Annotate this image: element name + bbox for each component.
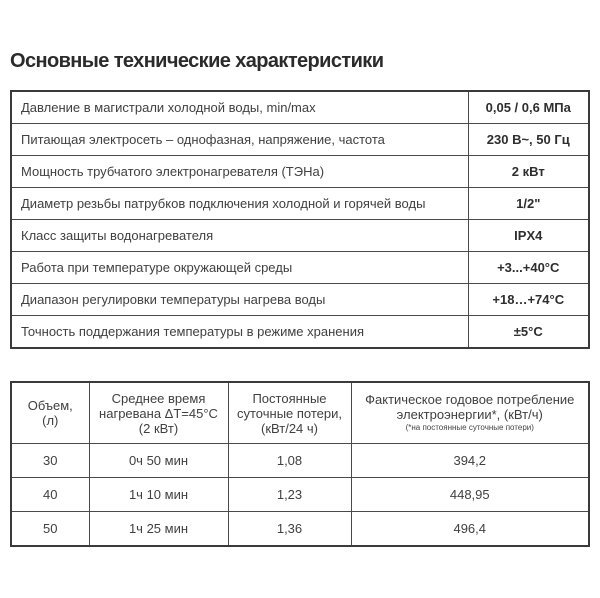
spec-label: Работа при температуре окружающей среды	[11, 252, 468, 284]
specs-table	[10, 90, 590, 349]
spec-label: Питающая электросеть – однофазная, напряжение, частота	[11, 124, 468, 156]
spec-value: ±5°С	[468, 316, 589, 349]
table-row	[11, 444, 589, 478]
table-row	[11, 512, 589, 547]
footnote: (*на постоянные суточные потери)	[405, 423, 534, 432]
table-row	[11, 316, 589, 349]
spec-value: 2 кВт	[468, 156, 589, 188]
spec-label: Диаметр резьбы патрубков подключения холодной и горячей воды	[11, 188, 468, 220]
cell-annual: 448,95	[351, 478, 589, 512]
table-row	[11, 478, 589, 512]
cell-daily-loss: 1,08	[228, 444, 351, 478]
column-header-volume: Объем, (л)	[11, 382, 89, 444]
page-title: Основные технические характеристики	[10, 50, 384, 72]
column-header-heat-time: Среднее время нагревана ΔТ=45°С (2 кВт)	[89, 382, 228, 444]
cell-annual: 496,4	[351, 512, 589, 547]
table-header-row	[11, 382, 589, 444]
spec-value: +18…+74°С	[468, 284, 589, 316]
cell-heat-time: 0ч 50 мин	[89, 444, 228, 478]
cell-annual: 394,2	[351, 444, 589, 478]
column-header-annual-consumption: Фактическое годовое потребление электроэнергии*, (кВт/ч) (*на постоянные суточные потери)	[351, 382, 589, 444]
spec-value: 230 В~, 50 Гц	[468, 124, 589, 156]
cell-daily-loss: 1,23	[228, 478, 351, 512]
table-row	[11, 252, 589, 284]
table-row	[11, 188, 589, 220]
spec-label: Точность поддержания температуры в режиме хранения	[11, 316, 468, 349]
spec-value: IPX4	[468, 220, 589, 252]
cell-volume: 40	[11, 478, 89, 512]
column-header-daily-loss: Постоянные суточные потери, (кВт/24 ч)	[228, 382, 351, 444]
spec-value: 1/2"	[468, 188, 589, 220]
spec-value: 0,05 / 0,6 МПа	[468, 91, 589, 124]
cell-volume: 30	[11, 444, 89, 478]
performance-table	[10, 381, 590, 547]
cell-volume: 50	[11, 512, 89, 547]
spec-label: Класс защиты водонагревателя	[11, 220, 468, 252]
spec-label: Мощность трубчатого электронагревателя (ТЭНа)	[11, 156, 468, 188]
cell-heat-time: 1ч 10 мин	[89, 478, 228, 512]
table-row	[11, 284, 589, 316]
table-row	[11, 124, 589, 156]
table-row	[11, 220, 589, 252]
spec-value: +3...+40°С	[468, 252, 589, 284]
table-row	[11, 91, 589, 124]
cell-daily-loss: 1,36	[228, 512, 351, 547]
cell-heat-time: 1ч 25 мин	[89, 512, 228, 547]
table-row	[11, 156, 589, 188]
spec-label: Давление в магистрали холодной воды, min/max	[11, 91, 468, 124]
spec-label: Диапазон регулировки температуры нагрева воды	[11, 284, 468, 316]
